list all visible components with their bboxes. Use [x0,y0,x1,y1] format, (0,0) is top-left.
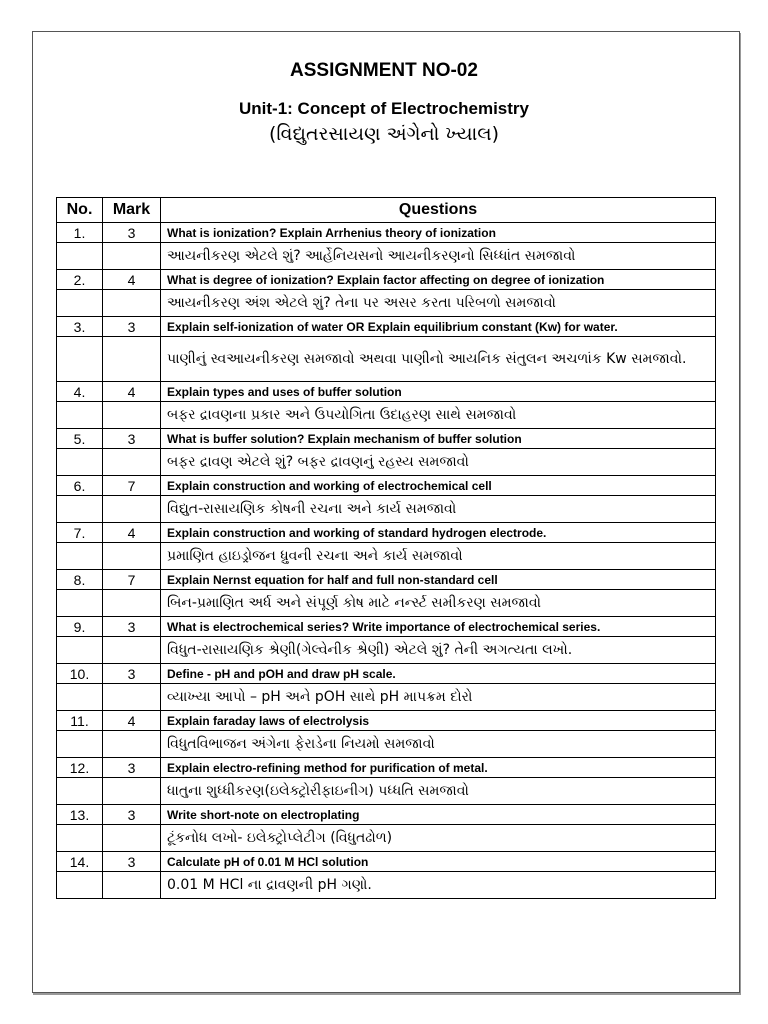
table-row [57,402,716,429]
question-english: Calculate pH of 0.01 M HCl solution [161,852,716,872]
table-row [57,825,716,852]
question-mark: 3 [103,664,161,684]
table-row [57,449,716,476]
empty-cell [57,243,103,270]
empty-cell [103,290,161,317]
empty-cell [103,590,161,617]
question-number: 14. [57,852,103,872]
table-row [57,711,716,731]
question-mark: 3 [103,429,161,449]
empty-cell [57,825,103,852]
question-number: 9. [57,617,103,637]
question-english: What is electrochemical series? Write importance of electrochemical series. [161,617,716,637]
table-row [57,223,716,243]
question-number: 1. [57,223,103,243]
question-mark: 3 [103,223,161,243]
question-english: Explain electro-refining method for purification of metal. [161,758,716,778]
header-questions: Questions [161,198,716,223]
table-row [57,684,716,711]
question-mark: 3 [103,852,161,872]
question-gujarati: વિધુત-રાસાયણિક શ્રેણી(ગેલ્વેનીક શ્રેણી) એટલે શું? તેની અગત્યતા લખો. [161,637,716,664]
empty-cell [103,684,161,711]
question-gujarati: 0.01 M HCl ના દ્રાવણની pH ગણો. [161,872,716,899]
empty-cell [103,337,161,382]
empty-cell [57,402,103,429]
table-row [57,731,716,758]
table-row [57,852,716,872]
question-number: 5. [57,429,103,449]
empty-cell [103,825,161,852]
question-english: Explain self-ionization of water OR Explain equilibrium constant (Kw) for water. [161,317,716,337]
question-english: Explain construction and working of standard hydrogen electrode. [161,523,716,543]
question-english: Write short-note on electroplating [161,805,716,825]
empty-cell [57,684,103,711]
question-mark: 3 [103,805,161,825]
empty-cell [57,778,103,805]
empty-cell [103,637,161,664]
question-english: Explain construction and working of electrochemical cell [161,476,716,496]
question-number: 8. [57,570,103,590]
table-row [57,523,716,543]
empty-cell [57,543,103,570]
question-gujarati: ટૂંકનોધ લખો- ઇલેક્ટ્રોપ્લેટીગ (વિધુતઢોળ) [161,825,716,852]
question-mark: 3 [103,617,161,637]
table-row [57,382,716,402]
question-number: 7. [57,523,103,543]
table-row [57,290,716,317]
table-row [57,590,716,617]
table-row [57,637,716,664]
question-gujarati: બફર દ્રાવણના પ્રકાર અને ઉપયોગિતા ઉદાહરણ સાથે સમજાવો [161,402,716,429]
empty-cell [103,449,161,476]
question-gujarati: વિદ્યુત-રાસાયણિક કોષની રચના અને કાર્ય સમજાવો [161,496,716,523]
question-number: 2. [57,270,103,290]
table-row [57,337,716,382]
empty-cell [57,590,103,617]
question-mark: 4 [103,270,161,290]
table-row [57,270,716,290]
empty-cell [103,496,161,523]
table-row [57,570,716,590]
empty-cell [57,337,103,382]
table-row [57,664,716,684]
table-row [57,543,716,570]
unit-title-gujarati: (વિદ્યુતરસાયણ અંગેનો ખ્યાલ) [268,123,500,145]
question-mark: 7 [103,476,161,496]
question-english: Explain types and uses of buffer solution [161,382,716,402]
question-gujarati: વિધુતવિભાજન અંગેના ફેરાડેના નિયમો સમજાવો [161,731,716,758]
question-english: Explain Nernst equation for half and full non-standard cell [161,570,716,590]
empty-cell [57,731,103,758]
question-english: Define - pH and pOH and draw pH scale. [161,664,716,684]
question-english: What is degree of ionization? Explain factor affecting on degree of ionization [161,270,716,290]
question-gujarati: આયનીકરણ અંશ એટલે શું? તેના પર અસર કરતા પરિબળો સમજાવો [161,290,716,317]
question-gujarati: આયનીકરણ એટલે શું? આર્હેનિયસનો આયનીકરણનો સિધ્ધાંત સમજાવો [161,243,716,270]
empty-cell [103,872,161,899]
header-no: No. [57,198,103,223]
table-row [57,778,716,805]
question-gujarati: પાણીનું સ્વઆયનીકરણ સમજાવો અથવા પાણીનો આયનિક સંતુલન અચળાંક Kw સમજાવો. [161,337,716,382]
question-mark: 4 [103,523,161,543]
question-english: What is buffer solution? Explain mechanism of buffer solution [161,429,716,449]
empty-cell [57,872,103,899]
empty-cell [57,290,103,317]
table-header-row [57,198,716,223]
question-mark: 3 [103,317,161,337]
question-mark: 4 [103,382,161,402]
empty-cell [103,778,161,805]
question-number: 11. [57,711,103,731]
empty-cell [57,637,103,664]
table-row [57,476,716,496]
question-number: 13. [57,805,103,825]
question-gujarati: બફર દ્રાવણ એટલે શું? બફર દ્રાવણનું રહસ્ય સમજાવો [161,449,716,476]
question-number: 4. [57,382,103,402]
table-row [57,758,716,778]
question-mark: 3 [103,758,161,778]
question-english: Explain faraday laws of electrolysis [161,711,716,731]
question-gujarati: વ્યાખ્યા આપો – pH અને pOH સાથે pH માપક્રમ દોરો [161,684,716,711]
table-row [57,805,716,825]
table-row [57,429,716,449]
question-number: 12. [57,758,103,778]
empty-cell [103,402,161,429]
question-mark: 4 [103,711,161,731]
question-number: 10. [57,664,103,684]
table-row [57,617,716,637]
question-number: 6. [57,476,103,496]
question-mark: 7 [103,570,161,590]
question-number: 3. [57,317,103,337]
empty-cell [57,496,103,523]
questions-table [56,197,716,899]
empty-cell [103,243,161,270]
question-gujarati: ધાતુના શુધ્ધીકરણ(ઇલેક્ટ્રોરીફાઇનીગ) પધ્ધતિ સમજાવો [161,778,716,805]
empty-cell [57,449,103,476]
table-row [57,317,716,337]
question-gujarati: બિન-પ્રમાણિત અર્ધ અને સંપૂર્ણ કોષ માટે નર્ન્સ્ટ સમીકરણ સમજાવો [161,590,716,617]
table-row [57,243,716,270]
table-row [57,496,716,523]
empty-cell [103,543,161,570]
question-english: What is ionization? Explain Arrhenius theory of ionization [161,223,716,243]
unit-title: Unit-1: Concept of Electrochemistry [239,99,529,118]
table-row [57,872,716,899]
header-mark: Mark [103,198,161,223]
empty-cell [103,731,161,758]
assignment-title: ASSIGNMENT NO-02 [290,60,478,81]
question-gujarati: પ્રમાણિત હાઇડ્રોજન ધ્રુવની રચના અને કાર્ય સમજાવો [161,543,716,570]
